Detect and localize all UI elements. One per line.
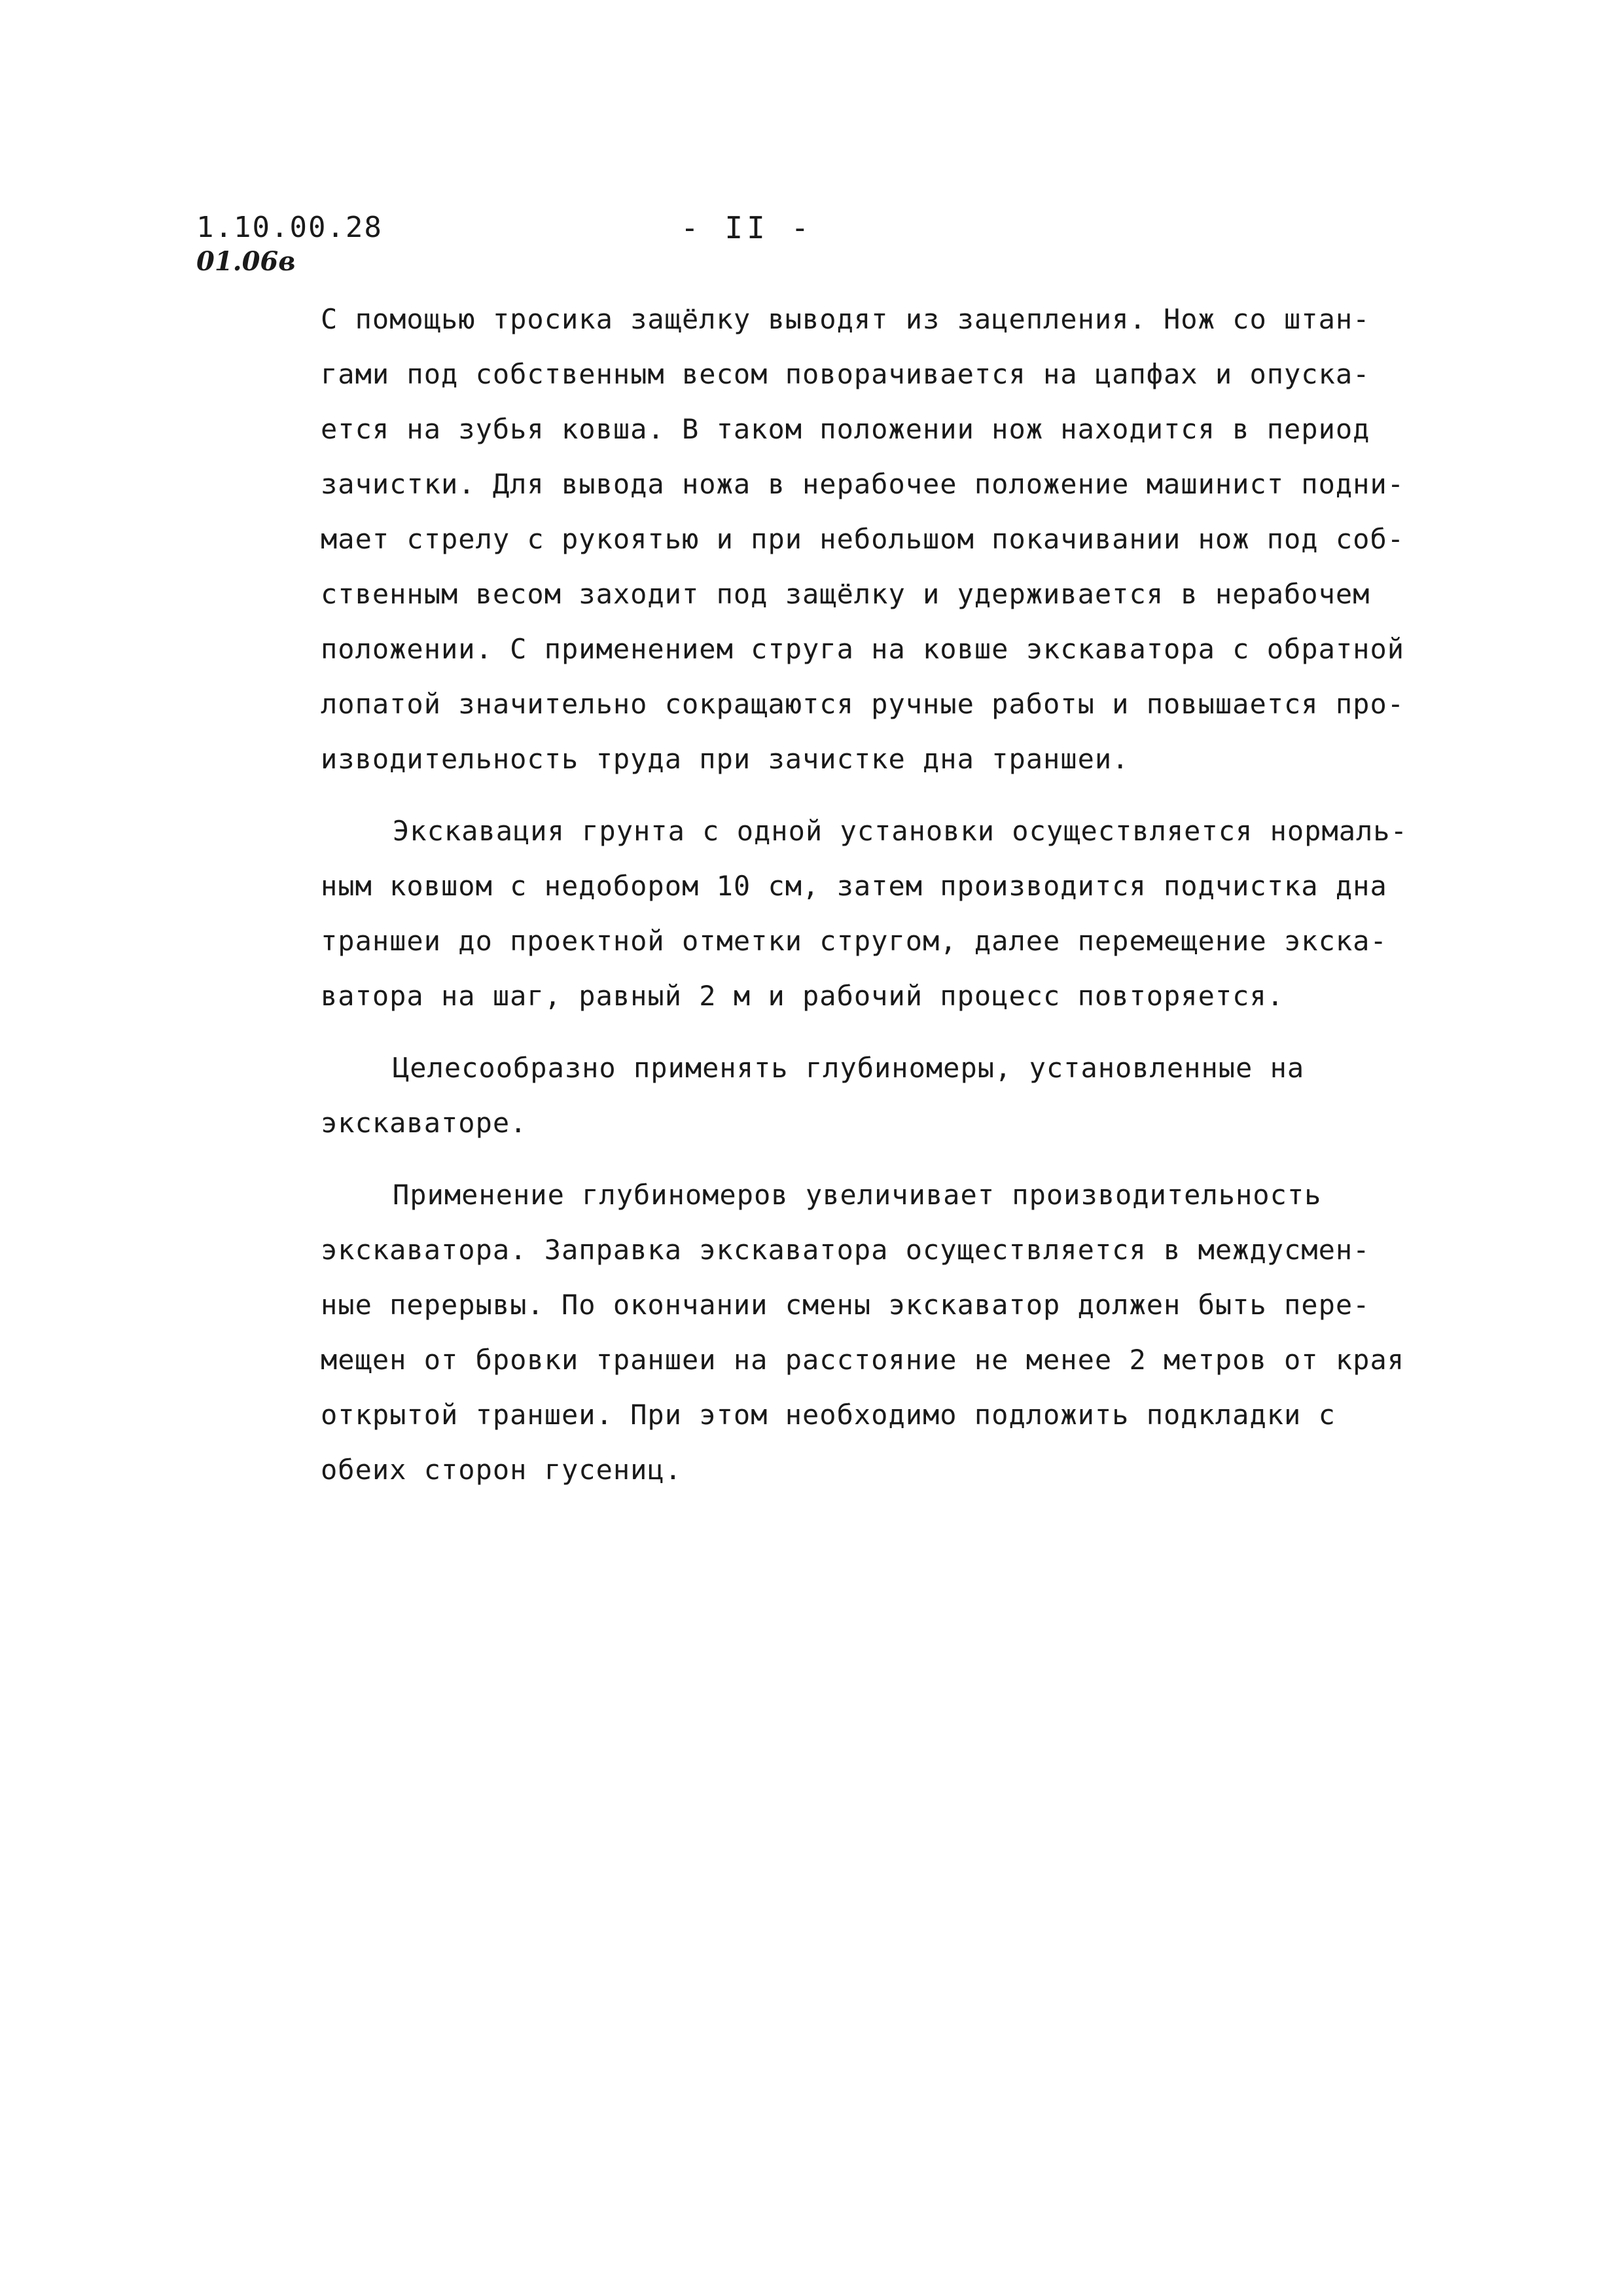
text-line: гами под собственным весом поворачивается на цапфах и опуска-	[321, 358, 1370, 390]
text-line: ным ковшом с недобором 10 см, затем производится подчистка дна	[321, 870, 1387, 902]
text-line: мает стрелу с рукоятью и при небольшом покачивании нож под соб-	[321, 523, 1405, 555]
paragraph-depth-gauges	[321, 1041, 1472, 1151]
paragraph-excavation-process	[321, 804, 1472, 1024]
text-line: открытой траншеи. При этом необходимо подложить подкладки с	[321, 1399, 1336, 1431]
paragraph-refueling-and-shift-end	[321, 1168, 1472, 1498]
paragraph-knife-operation	[321, 292, 1472, 787]
text-line: Применение глубиномеров увеличивает производительность	[393, 1179, 1322, 1211]
text-line: изводительность труда при зачистке дна траншеи.	[321, 743, 1130, 775]
text-line: Экскавация грунта с одной установки осуществляется нормаль-	[393, 815, 1408, 847]
text-line: ется на зубья ковша. В таком положении нож находится в период	[321, 413, 1370, 445]
text-line: ные перерывы. По окончании смены экскаватор должен быть пере-	[321, 1289, 1370, 1321]
text-line: траншеи до проектной отметки стругом, далее перемещение экска-	[321, 925, 1387, 957]
text-line: ватора на шаг, равный 2 м и рабочий процесс повторяется.	[321, 980, 1285, 1012]
text-line: Целесообразно применять глубиномеры, установленные на	[393, 1052, 1305, 1084]
text-line: положении. С применением струга на ковше экскаватора с обратной	[321, 633, 1405, 665]
text-line: С помощью тросика защёлку выводят из зацепления. Нож со штан-	[321, 303, 1370, 335]
text-line: ственным весом заходит под защёлку и удерживается в нерабочем	[321, 578, 1370, 610]
text-line: лопатой значительно сокращаются ручные работы и повышается про-	[321, 688, 1405, 720]
document-code-suffix: 01.06в	[196, 246, 296, 277]
text-line: обеих сторон гусениц.	[321, 1454, 683, 1486]
body-text	[321, 292, 1472, 1498]
text-line: экскаватора. Заправка экскаватора осуществляется в междусмен-	[321, 1234, 1370, 1266]
text-line: экскаваторе.	[321, 1107, 527, 1139]
page-number: - II -	[681, 210, 813, 245]
text-line: зачистки. Для вывода ножа в нерабочее положение машинист подни-	[321, 468, 1405, 500]
document-code: 1.10.00.28	[196, 211, 383, 244]
text-line: мещен от бровки траншеи на расстояние не менее 2 метров от края	[321, 1344, 1405, 1376]
